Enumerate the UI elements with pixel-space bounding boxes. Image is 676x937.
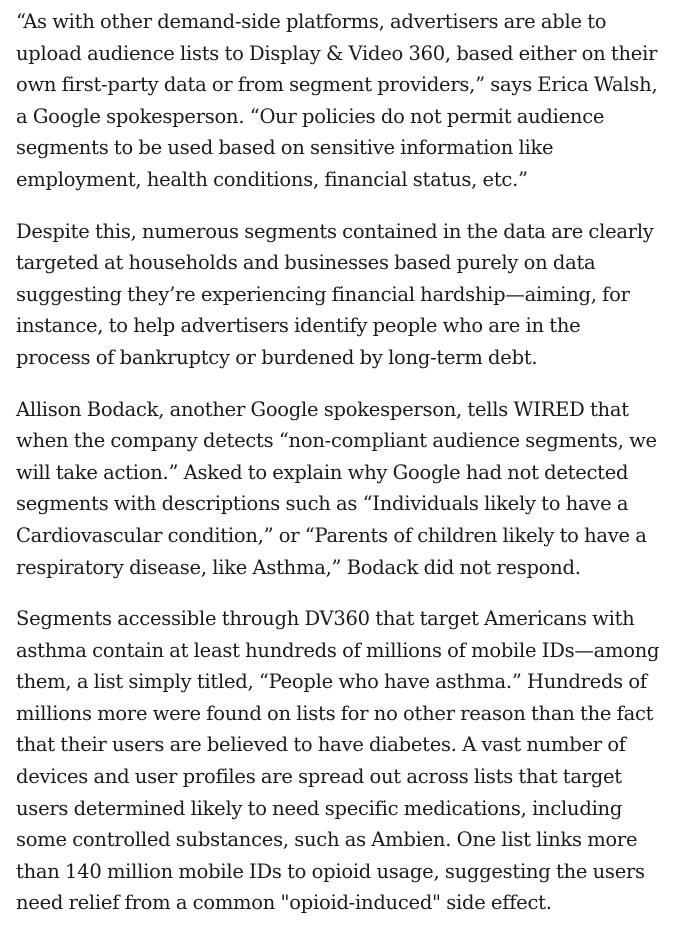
paragraph-google-policy-quote: “As with other demand-side platforms, advertisers are able to upload audience lists to Display & Video 360, based either on their own first-party data or from segment providers,” says Erica Walsh, a Google spokesperson. “Our policies do not permit audience segments to be used based on sensitive information like employment, health conditions, financial status, etc.” (16, 10, 658, 191)
paragraph-bodack-response: Allison Bodack, another Google spokesperson, tells WIRED that when the company detects “non-compliant audience segments, we will take action.” Asked to explain why Google had not detected segments with descriptions such as “Individuals likely to have a Cardiovascular condition,” or “Parents of children likely to have a respiratory disease, like Asthma,” Bodack did not respond. (16, 397, 657, 579)
paragraph-health-segments: Segments accessible through DV360 that target Americans with asthma contain at least hundreds of millions of mobile IDs—among them, a list simply titled, “People who have asthma.” Hundreds of millions more were found on lists for no other reason than the fact that their users are believed to have diabetes. A vast number of devices and user profiles are spread out across lists that target users determined likely to need specific medications, including some controlled substances, such as Ambien. One list links more than 140 million mobile IDs to opioid usage, suggesting the users need relief from a common "opioid-induced" side effect. (16, 607, 660, 915)
paragraph-financial-hardship: Despite this, numerous segments contained in the data are clearly targeted at households and businesses based purely on data suggesting they’re experiencing financial hardship—aiming, for instance, to help advertisers identify people who are in the process of bankruptcy or burdened by long-term debt. (16, 219, 654, 369)
